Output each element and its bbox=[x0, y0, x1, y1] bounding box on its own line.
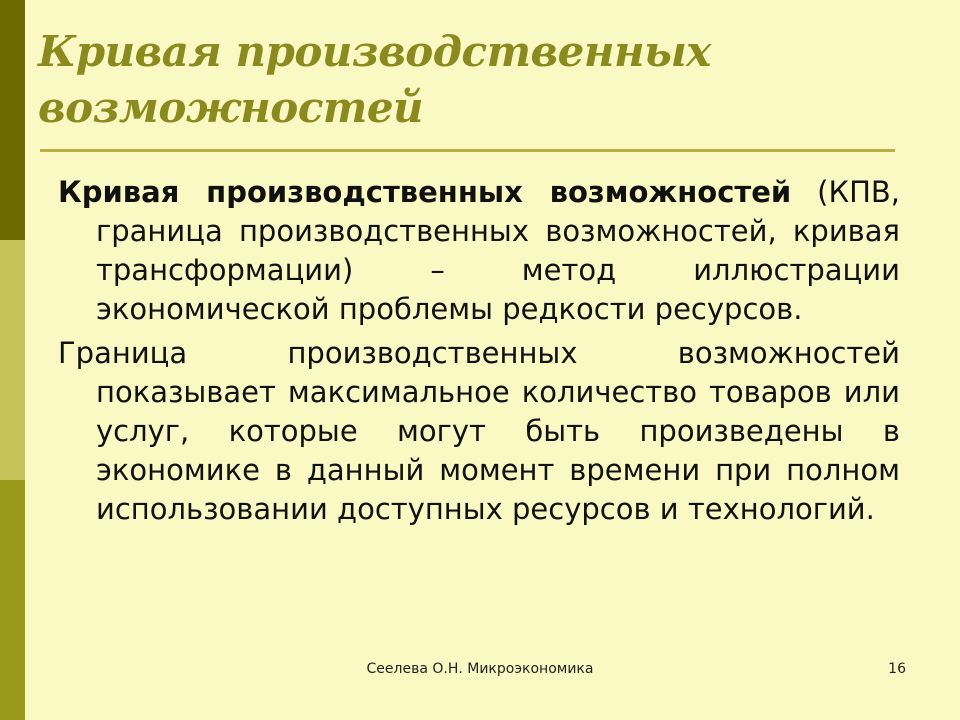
footer-author: Сеелева О.Н. Микроэкономика bbox=[366, 661, 594, 677]
title-divider bbox=[40, 149, 895, 152]
page-number: 16 bbox=[888, 661, 906, 677]
definition-text: (КПВ, граница производственных возможностей, кривая трансформации) – метод иллюстрации экономической проблемы редкости ресурсов. bbox=[96, 175, 900, 326]
slide-body bbox=[58, 173, 900, 534]
decorative-stripe-middle bbox=[0, 240, 25, 480]
paragraph-definition bbox=[58, 173, 900, 329]
definition-term: Кривая производственных возможностей bbox=[58, 175, 792, 209]
slide-title: Кривая производственных возможностей bbox=[38, 27, 711, 132]
boundary-text: Граница производственных возможностей показывает максимальное количество товаров или услуг, которые могут быть произведены в экономике в данный момент времени при полном использовании доступных ресурсов и технологий. bbox=[58, 336, 900, 526]
paragraph-boundary bbox=[58, 334, 900, 529]
decorative-stripe-bottom bbox=[0, 480, 25, 720]
decorative-stripe-top bbox=[0, 0, 25, 240]
